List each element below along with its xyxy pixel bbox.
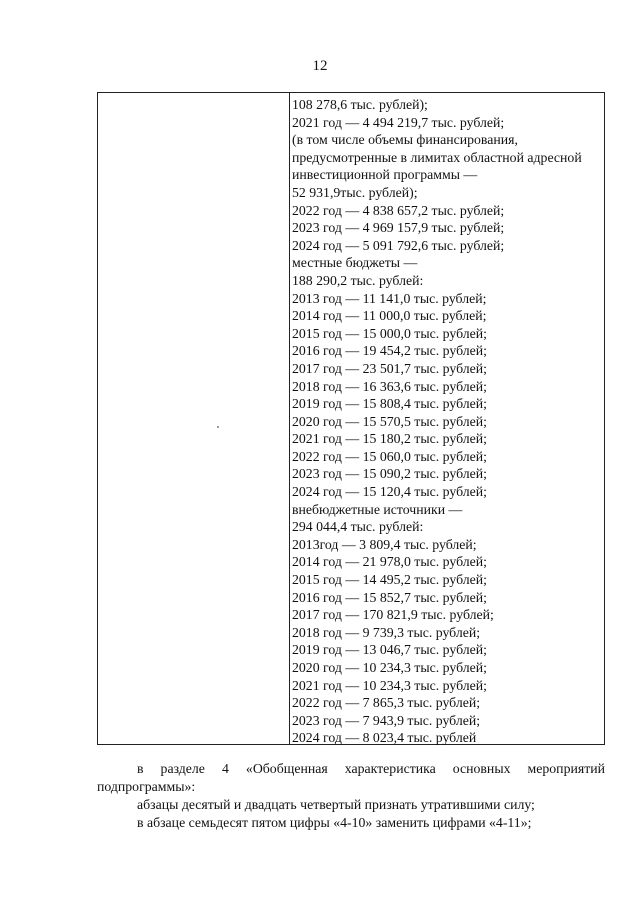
- funding-line: 2023 год — 15 090,2 тыс. рублей;: [292, 466, 487, 482]
- funding-line: внебюджетные источники —: [292, 501, 463, 517]
- funding-line: 2016 год — 19 454,2 тыс. рублей;: [292, 343, 487, 359]
- paragraph-replace-digits: в абзаце семьдесят пятом цифры «4-10» заменить цифрами «4-11»;: [137, 815, 532, 830]
- table-left-column: [98, 93, 290, 744]
- funding-line: 2019 год — 13 046,7 тыс. рублей;: [292, 642, 487, 658]
- funding-line: 2018 год — 9 739,3 тыс. рублей;: [292, 624, 481, 640]
- funding-line: 2020 год — 15 570,5 тыс. рублей;: [292, 413, 487, 429]
- funding-line: 2021 год — 4 494 219,7 тыс. рублей;: [292, 114, 505, 130]
- funding-line: 2013год — 3 809,4 тыс. рублей;: [292, 536, 477, 552]
- funding-line: 52 931,9тыс. рублей);: [292, 184, 418, 200]
- funding-line: 2017 год — 23 501,7 тыс. рублей;: [292, 360, 487, 376]
- funding-line: (в том числе объемы финансирования,: [292, 132, 518, 148]
- funding-line: 2024 год — 15 120,4 тыс. рублей;: [292, 484, 487, 500]
- funding-line: 2022 год — 4 838 657,2 тыс. рублей;: [292, 202, 505, 218]
- funding-line: инвестиционной программы —: [292, 167, 478, 183]
- funding-line: 2015 год — 15 000,0 тыс. рублей;: [292, 325, 487, 341]
- funding-line: 2023 год — 4 969 157,9 тыс. рублей;: [292, 220, 505, 236]
- funding-line: 2020 год — 10 234,3 тыс. рублей;: [292, 660, 487, 675]
- table-right-column: [292, 96, 600, 747]
- funding-line: 2013 год — 11 141,0 тыс. рублей;: [292, 290, 487, 306]
- funding-line: 2022 год — 15 060,0 тыс. рублей;: [292, 448, 487, 464]
- funding-line: 2023 год — 7 943,9 тыс. рублей;: [292, 712, 481, 728]
- funding-line: 2019 год — 15 808,4 тыс. рублей;: [292, 396, 487, 412]
- funding-line: 2022 год — 7 865,3 тыс. рублей;: [292, 695, 481, 711]
- funding-line: 2015 год — 14 495,2 тыс. рублей;: [292, 572, 487, 588]
- funding-line: 2017 год — 170 821,9 тыс. рублей;: [292, 607, 494, 623]
- funding-line: 2018 год — 16 363,6 тыс. рублей;: [292, 378, 487, 394]
- paragraph-invalidate: абзацы десятый и двадцать четвертый признать утратившими силу;: [137, 797, 535, 812]
- funding-line: 188 290,2 тыс. рублей:: [292, 272, 424, 288]
- funding-line: 2014 год — 11 000,0 тыс. рублей;: [292, 308, 487, 324]
- funding-line: 294 044,4 тыс. рублей:: [292, 519, 424, 535]
- scan-speck: [217, 426, 219, 428]
- funding-line: 2021 год — 10 234,3 тыс. рублей;: [292, 677, 487, 693]
- funding-line: 108 278,6 тыс. рублей);: [292, 97, 428, 112]
- paragraph-section-4: в разделе 4 «Обобщенная характеристика основных мероприятий: [137, 761, 605, 776]
- funding-line: 2016 год — 15 852,7 тыс. рублей;: [292, 589, 487, 605]
- page-number: 12: [312, 58, 328, 74]
- funding-table: [97, 92, 605, 745]
- funding-line: 2021 год — 15 180,2 тыс. рублей;: [292, 431, 487, 447]
- funding-line: 2024 год — 5 091 792,6 тыс. рублей;: [292, 237, 505, 253]
- paragraph-section-4-cont: подпрограммы»:: [97, 779, 196, 794]
- funding-line: предусмотренные в лимитах областной адресной: [292, 149, 582, 165]
- body-text: [97, 760, 605, 832]
- funding-line: 2024 год — 8 023,4 тыс. рублей: [292, 730, 477, 746]
- funding-line: местные бюджеты —: [292, 255, 418, 271]
- funding-line: 2014 год — 21 978,0 тыс. рублей;: [292, 554, 487, 570]
